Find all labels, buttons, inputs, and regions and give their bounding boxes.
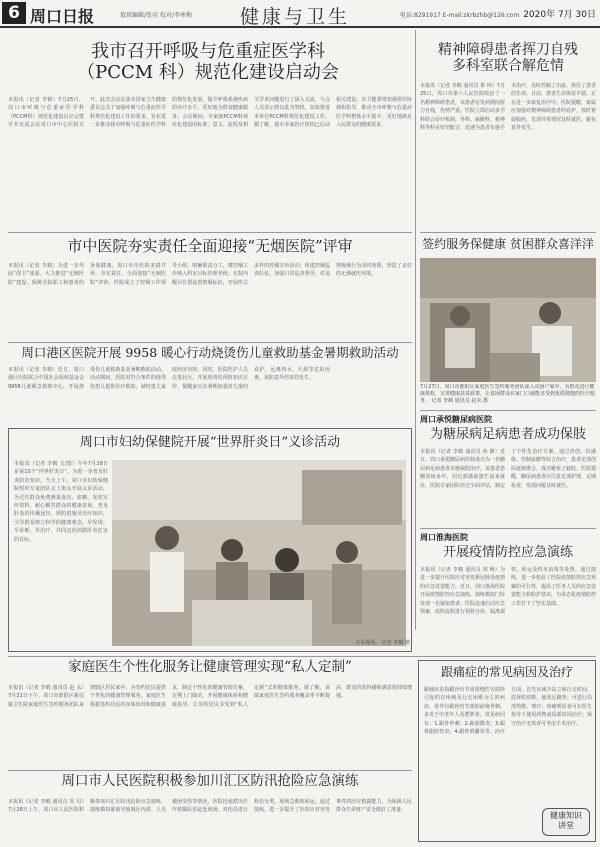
hospital-name: 周口承悦糖尿病医院 (420, 415, 492, 424)
photo-family-doctor (420, 258, 596, 382)
article-body: 本报讯（记者 李鹤 通讯员 赵 永）7月21日下午，周口市淮阳区新站镇卫生院家庭医生签约服务团队来到辖区居民家中，为签约居民提供个性化的健康管理服务。家庭医生根据签约居民的身体状况和健康需求，制定个性化的健康管理方案，定期上门随访，开展健康体检和健康指导，让签约居民享受到“私人定制”式的健康服务。据了解，该镇家庭医生签约服务覆盖率不断提高，群众的获得感和满意度持续增强。 (8, 685, 412, 708)
divider (8, 656, 596, 657)
page-number: 6 (2, 2, 26, 24)
divider (420, 232, 596, 233)
article-body: 本报讯（记者 李鹤）7月25日，周口市呼吸与危重症医学科（PCCM科）规范化建设启动会暨学术交流会在周口市中心医院召开。此次会议是落实国家卫生健康委员会关于加强呼吸与危重症医学科规范化建设工作的要求，旨在进一步推动我市呼吸与危重症医学科的规范化发展，提升呼吸系统疾病的诊疗水平，更好地为群众健康服务。会议期间，专家就PCCM科规范化建设的标准、意义、流程及相关学术问题进行了深入交流，与会人员表示将以此为契机，加快推进本单位PCCM科规范化建设工作。据了解，我市多家医疗机构已启动相关建设，市卫健委将加强组织协调和指导，推动全市呼吸与危重症医学科整体水平提升，更好地满足人民群众的健康需求。 (8, 97, 412, 129)
photo-caption: 义诊现场。 记者 李鹤 摄 (355, 640, 410, 646)
article-body: 本报讯（记者 李鹤 通讯员 孙 静）近日，周口承悦糖尿病医院成功为一名糖尿病足病患者实施保肢治疗。该患者患糖尿病多年，因足部感染溃烂前来就诊，医院专家团队经过全面评估，制定了个性化治疗方案，通过清创、抗感染、控制血糖等综合治疗，患者足部创面逐渐愈合，成功避免了截肢。医院提醒，糖尿病患者应注意足部护理，定期检查，发现问题及时就医。 (420, 449, 596, 489)
article-headline: 市中医院夯实责任全面迎接“无烟医院”评审 (67, 237, 353, 255)
divider (420, 528, 596, 529)
article-body: 本报讯（记者 李鹤）近日，周口港区医院联合中国社会福利基金会9958儿童紧急救助中心，开展烧烫伤儿童救助基金暑期救助活动。活动期间，医院对符合条件的烧烫伤患儿提供医疗救助，减轻患儿家庭经济负担。同时，医院医护人员走进社区，开展烧烫伤预防知识宣传，提醒家长在暑期加强对儿童的看护，远离热水、火源等危险因素，预防意外伤害的发生。 (8, 367, 330, 390)
article-headline: 周口市妇幼保健院开展“世界肝炎日”义诊活动 (79, 435, 341, 450)
divider (8, 232, 412, 233)
article-headline: 开展疫情防控应急演练 (442, 545, 573, 560)
hospital-name: 周口淮海医院 (420, 533, 468, 542)
divider (8, 342, 412, 343)
photo-clinic (112, 460, 406, 646)
article-body: 跟痛症是指跟骨结节周围慢性劳损所引起的以疼痛及行走困难为主的病症，常伴有跟骨结节部的前缘骨刺。多发于中老年人及肥胖者。常见病因有：1.跟骨骨刺；2.跖筋膜炎；3.跟骨脂肪垫炎；4.跟骨滑囊炎等。治疗方面，首先应减少站立和行走时间，选择软底鞋，使用足跟垫；可进行局部热敷、理疗；疼痛明显者可在医生指导下使用药物或局部封闭治疗；保守治疗无效者可考虑手术治疗。 (424, 687, 592, 736)
issue-date: 2020年 7月 30日 (523, 10, 596, 20)
section-title: 健康与卫生 (240, 6, 351, 28)
article-headline: 家庭医生个性化服务让健康管理实现“私人定制” (68, 659, 352, 675)
column-divider (415, 30, 416, 630)
article-headline: 签约服务保健康 贫困群众喜洋洋 (422, 237, 594, 251)
article-body: 本报讯（记者 李鹤 通讯员 朱 贝）7月28日上午，周口市人民医院积极参加川汇区防汛抢险应急演练。演练模拟暴雨导致城区内涝、人员被困受伤等情况，医院迅速派出医疗救援队伍赶赴现场，对伤员进行检伤分类、现场急救和转运。通过演练，进一步提升了医院应对突发事件的医疗救援能力，为保障人民群众生命财产安全做好了准备。 (8, 799, 412, 814)
article-headline: 周口港区医院开展 9958 暖心行动烧烫伤儿童救助基金暑期救助活动 (21, 345, 399, 360)
article-headline: 我市召开呼吸与危重症医学科 （PCCM 科）规范化建设启动会 (77, 41, 339, 83)
health-knowledge-badge: 健康知识 讲堂 (542, 808, 590, 836)
masthead (0, 0, 600, 28)
contact-info: 电话:8291917 E-mail:zkrbzhb@126.com (400, 12, 520, 19)
article-body: 本报讯（记者 李鹤 文/图）今年7月28日是第10个“世界肝炎日”。为进一步普及肝炎防治知识，当天上午，周口市妇幼保健院组织专家团队走上街头开展义诊活动，为过往群众免费测量血压、血糖，发放宣传资料，耐心解答群众的健康咨询，普及肝炎的传播途径、预防措施及治疗知识，引导群众树立科学的健康观念，早发现、早诊断、早治疗，共同迈向消除肝炎危害的目标。 (14, 461, 108, 543)
editor-info: 值班编辑/张宾 校对/李寒梅 (120, 12, 192, 19)
article-headline: 跟痛症的常见病因及治疗 (440, 665, 573, 679)
divider (8, 770, 412, 771)
photo-caption: 7月27日，周口市淮阳区家庭医生签约服务团队深入贫困户家中，为群众进行健康体检，宣讲健康扶贫政策，让贫困群众在家门口就能享受到优质便捷的医疗服务。 记者 李鹤 通讯员 赵永 摄 (420, 384, 596, 404)
article-body: 本报讯（记者 李鹤 通讯员 刘 畅）为进一步提升医院应对突发新冠肺炎疫情的应急处置能力，近日，周口淮海医院开展疫情防控应急演练。演练模拟门诊发现一名疑似患者，医院迅速启动应急预案，按照流程进行预检分诊、隔离观察、转运及终末消毒等处置。通过演练，进一步检验了医院疫情防控应急预案的可行性，提高了医务人员的应急处置能力和防护意识，为常态化疫情防控工作打下了坚实基础。 (420, 567, 596, 616)
article-headline: 为糖尿病足病患者成功保肢 (429, 427, 586, 442)
article-headline: 精神障碍患者挥刀自残 多科室联合解危情 (438, 42, 578, 75)
article-body: 本报讯（记者 李鹤）为进一步巩固“创卫”成果，大力推进“无烟医院”建设，保障全院职工和患者的身体健康，周口市中医院多措并举，夯实责任，全面迎接“无烟医院”评审。医院成立了控烟工作领导小组，明确职责分工，将控烟工作纳入科室目标管理考核；在院内醒目位置设置禁烟标识，开展形式多样的控烟宣传活动；组建控烟巡查队伍，加强日常巡查督导，对违规吸烟行为及时劝阻，营造了良好的无烟就医环境。 (8, 263, 412, 286)
article-headline: 周口市人民医院积极参加川汇区防汛抢险应急演练 (61, 773, 359, 789)
article-body: 本报讯（记者 李鹤 通讯员 鲁 珂）7月25日，周口市第六人民医院收治了一名精神障碍患者，该患者在发病期间挥刀自残，伤势严重。医院立即启动多学科联合诊疗机制，外科、麻醉科、精神科等科室密切配合，迅速为患者实施手术治疗，及时控制了出血，保住了患者的生命。目前，患者生命体征平稳，正在进一步康复治疗中。医院提醒，家属应加强对精神障碍患者的看护，按时督促服药，发现异常情况及时就医，避免意外发生。 (420, 83, 596, 132)
divider (420, 410, 596, 411)
paper-name: 周口日报 (30, 7, 95, 26)
